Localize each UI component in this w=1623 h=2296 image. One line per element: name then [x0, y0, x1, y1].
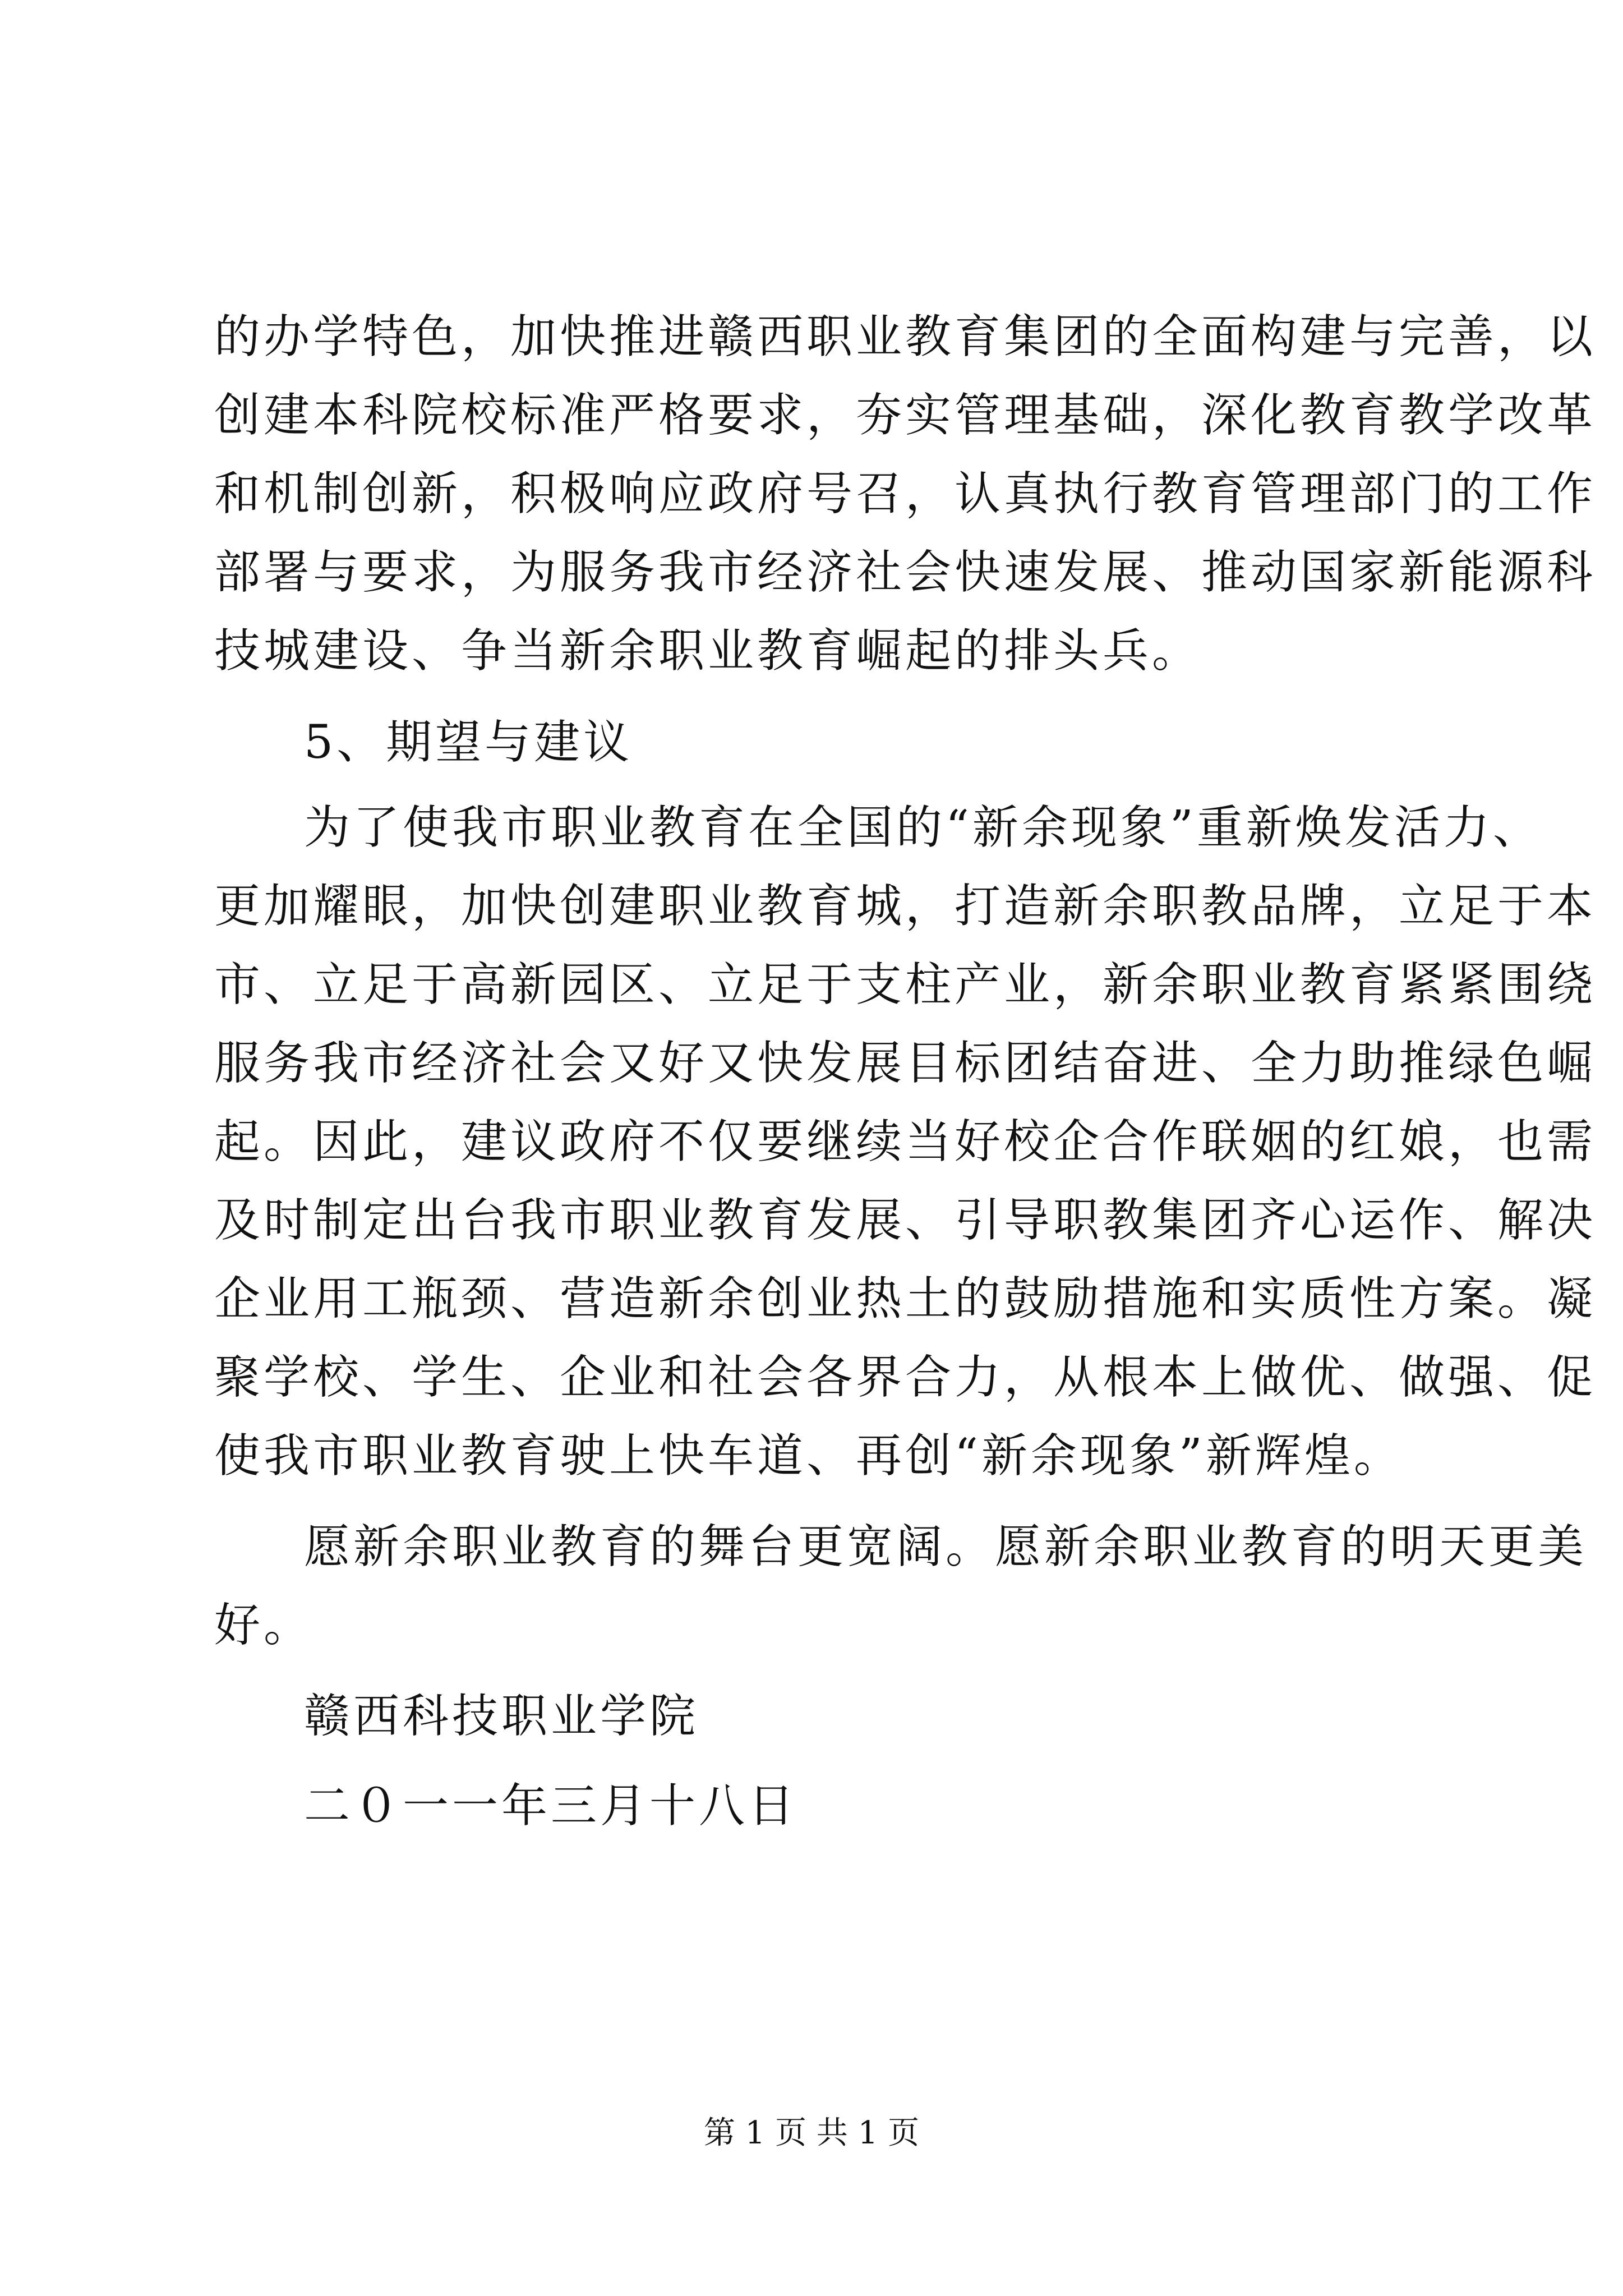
page-number-footer: 第 1 页 共 1 页: [703, 2115, 920, 2151]
text-line: 及时制定出台我市职业教育发展、引导职教集团齐心运作、解决: [214, 1194, 1597, 1247]
text-line: 使我市职业教育驶上快车道、再创“新余现象”新辉煌。: [214, 1429, 1403, 1483]
text-line: 市、立足于高新园区、立足于支柱产业，新余职业教育紧紧围绕: [214, 958, 1597, 1011]
text-line: 部署与要求，为服务我市经济社会快速发展、推动国家新能源科: [214, 546, 1597, 599]
section-heading: 5、期望与建议: [304, 716, 633, 769]
text-line: 起。因此，建议政府不仅要继续当好校企合作联姻的红娘，也需: [214, 1115, 1597, 1168]
text-line: 企业用工瓶颈、营造新余创业热土的鼓励措施和实质性方案。凝: [214, 1272, 1597, 1326]
text-line: 聚学校、学生、企业和社会各界合力，从根本上做优、做强、促: [214, 1351, 1597, 1404]
text-line: 创建本科院校标准严格要求，夯实管理基础，深化教育教学改革: [214, 389, 1597, 442]
text-line: 更加耀眼，加快创建职业教育城，打造新余职教品牌，立足于本: [214, 880, 1597, 933]
text-line: 服务我市经济社会又好又快发展目标团结奋进、全力助推绿色崛: [214, 1037, 1597, 1090]
text-line: 好。: [214, 1599, 313, 1652]
text-line: 为了使我市职业教育在全国的“新余现象”重新焕发活力、: [304, 801, 1542, 854]
text-line: 的办学特色，加快推进赣西职业教育集团的全面构建与完善，以: [214, 310, 1597, 364]
text-line: 和机制创新，积极响应政府号召，认真执行教育管理部门的工作: [214, 467, 1597, 521]
text-line: 技城建设、争当新余职业教育崛起的排头兵。: [214, 624, 1202, 678]
signature-date: 二０一一年三月十八日: [304, 1779, 798, 1833]
signature-organization: 赣西科技职业学院: [304, 1690, 699, 1743]
text-line: 愿新余职业教育的舞台更宽阔。愿新余职业教育的明天更美: [304, 1520, 1588, 1573]
